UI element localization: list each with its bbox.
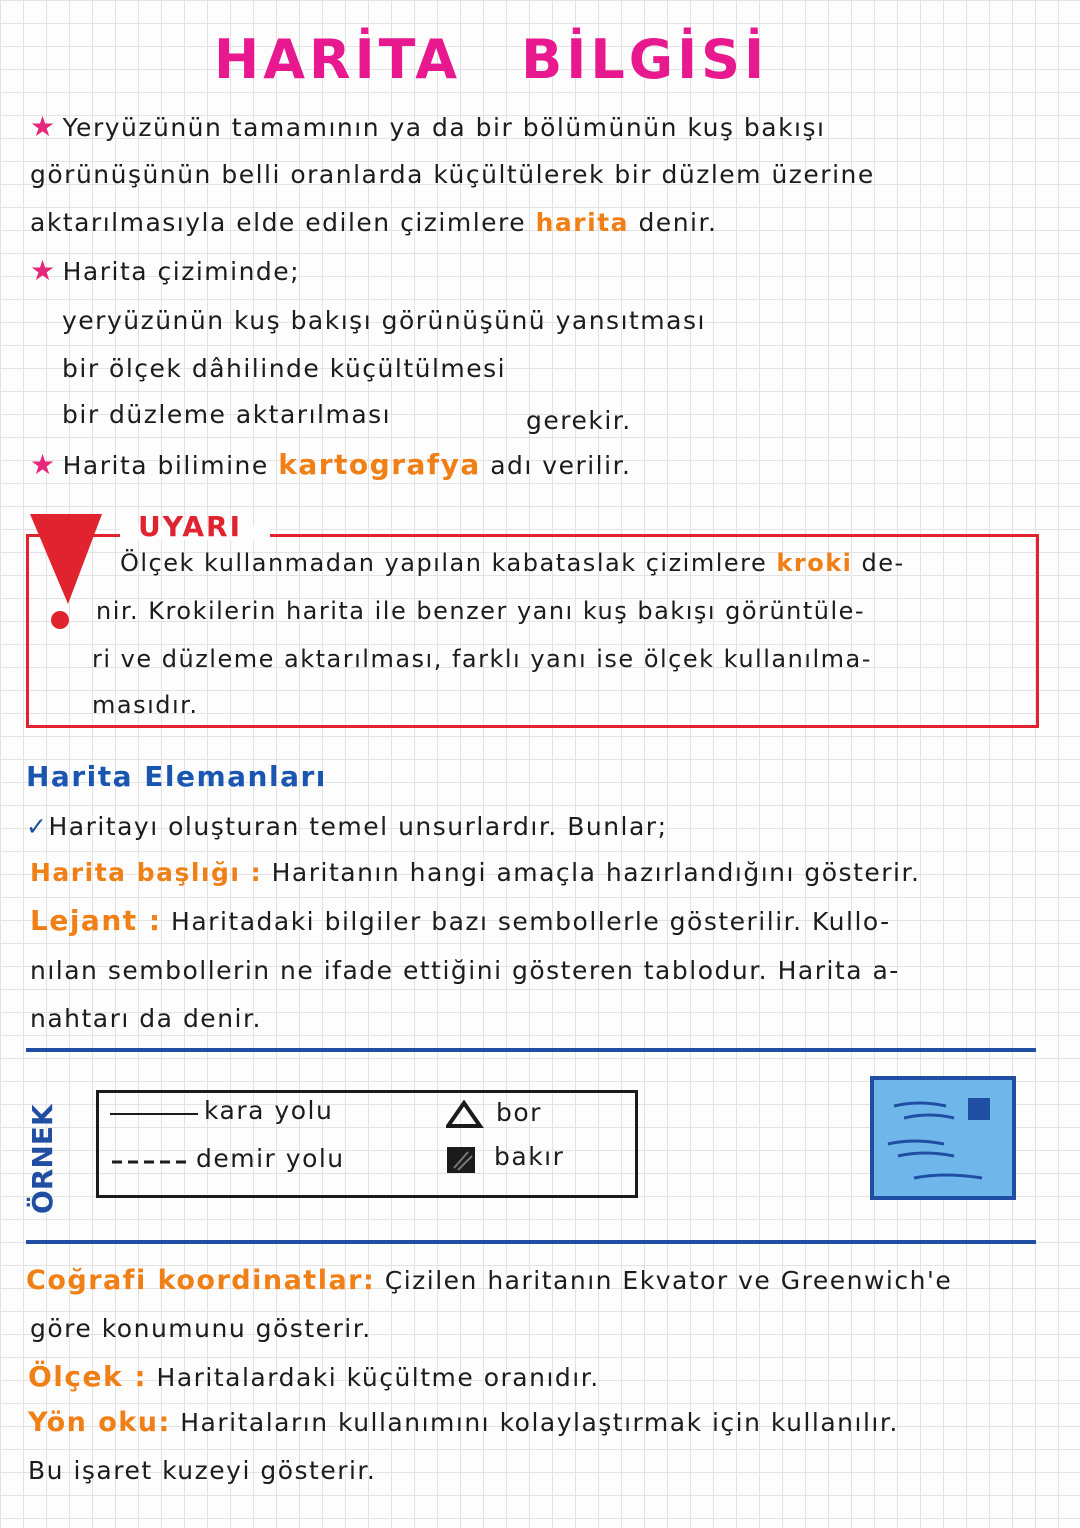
legend-item-railway: demir yolu	[196, 1144, 345, 1173]
title-word-2: BİLGİSİ	[521, 28, 769, 91]
element-title-line: Harita başlığı : Haritanın hangi amaçla hazırlandığını gösterir.	[30, 858, 921, 887]
keyword-harita-basligi: Harita başlığı :	[30, 858, 263, 887]
warning-label: UYARI	[138, 510, 242, 543]
legend-item-bakir: bakır	[494, 1142, 565, 1171]
elements-intro: ✓Haritayı oluşturan temel unsurlardır. Bunlar;	[26, 812, 668, 841]
drawing-heading: ★ Harita çiziminde;	[30, 254, 301, 287]
coord-line-1: Coğrafi koordinatlar: Çizilen haritanın Ekvator ve Greenwich'e	[26, 1265, 953, 1296]
star-icon: ★	[30, 110, 57, 143]
coord-line-2: göre konumunu gösterir.	[30, 1314, 372, 1343]
intro-line-2: görünüşünün belli oranlarda küçültülerek bir düzlem üzerine	[30, 160, 875, 189]
example-label-graphic	[22, 1080, 62, 1220]
element-legend-line-1: Lejant : Haritadaki bilgiler bazı sembollerle gösterilir. Kullo-	[30, 904, 891, 937]
keyword-cografi-koordinatlar: Coğrafi koordinatlar:	[26, 1265, 376, 1296]
warning-line-4: masıdır.	[92, 691, 199, 719]
warning-line-2: nir. Krokilerin harita ile benzer yanı kuş bakışı görüntüle-	[96, 597, 866, 625]
keyword-yon-oku: Yön oku:	[28, 1407, 171, 1438]
hatched-square-icon	[446, 1146, 478, 1176]
star-icon: ★	[30, 448, 57, 481]
warning-line-1: Ölçek kullanmadan yapılan kabataslak çizimlere kroki de-	[120, 549, 905, 577]
cartography-line: ★ Harita bilimine kartografya adı verilir.	[30, 448, 632, 481]
map-illustration	[870, 1076, 1016, 1200]
title-word-1: HARİTA	[214, 28, 462, 91]
elements-heading: Harita Elemanları	[26, 760, 327, 793]
legend-item-road: kara yolu	[204, 1096, 334, 1125]
direction-line-2: Bu işaret kuzeyi gösterir.	[28, 1456, 377, 1485]
scale-line: Ölçek : Haritalardaki küçültme oranıdır.	[28, 1360, 600, 1393]
element-legend-line-3: nahtarı da denir.	[30, 1004, 262, 1033]
keyword-kartografya: kartografya	[278, 448, 481, 481]
check-icon: ✓	[26, 812, 49, 841]
road-line-icon	[110, 1104, 200, 1124]
drawing-item-2: bir ölçek dâhilinde küçültülmesi	[62, 354, 507, 383]
keyword-lejant: Lejant :	[30, 904, 162, 937]
keyword-olcek: Ölçek :	[28, 1360, 148, 1393]
map-sketch-icon	[874, 1080, 1012, 1196]
keyword-harita: harita	[535, 208, 629, 237]
railway-line-icon	[110, 1152, 190, 1172]
drawing-item-3: bir düzleme aktarılması	[62, 400, 392, 429]
keyword-kroki: kroki	[776, 549, 853, 577]
drawing-item-3-tail: gerekir.	[526, 406, 632, 435]
direction-line-1: Yön oku: Haritaların kullanımını kolaylaştırmak için kullanılır.	[28, 1407, 899, 1438]
intro-line-1: ★ Yeryüzünün tamamının ya da bir bölümünün kuş bakışı	[30, 110, 826, 143]
warning-line-3: ri ve düzleme aktarılması, farklı yanı ise ölçek kullanılma-	[92, 645, 872, 673]
intro-line-3: aktarılmasıyla elde edilen çizimlere harita denir.	[30, 208, 718, 237]
element-legend-line-2: nılan sembollerin ne ifade ettiğini gösteren tablodur. Harita a-	[30, 956, 900, 985]
example-label: ÖRNEK	[26, 1104, 59, 1214]
triangle-icon	[446, 1100, 486, 1130]
divider-bottom	[26, 1240, 1036, 1244]
legend-item-bor: bor	[496, 1098, 542, 1127]
drawing-item-1: yeryüzünün kuş bakışı görünüşünü yansıtması	[62, 306, 706, 335]
star-icon: ★	[30, 254, 57, 287]
page-title	[214, 28, 828, 91]
divider-top	[26, 1048, 1036, 1052]
